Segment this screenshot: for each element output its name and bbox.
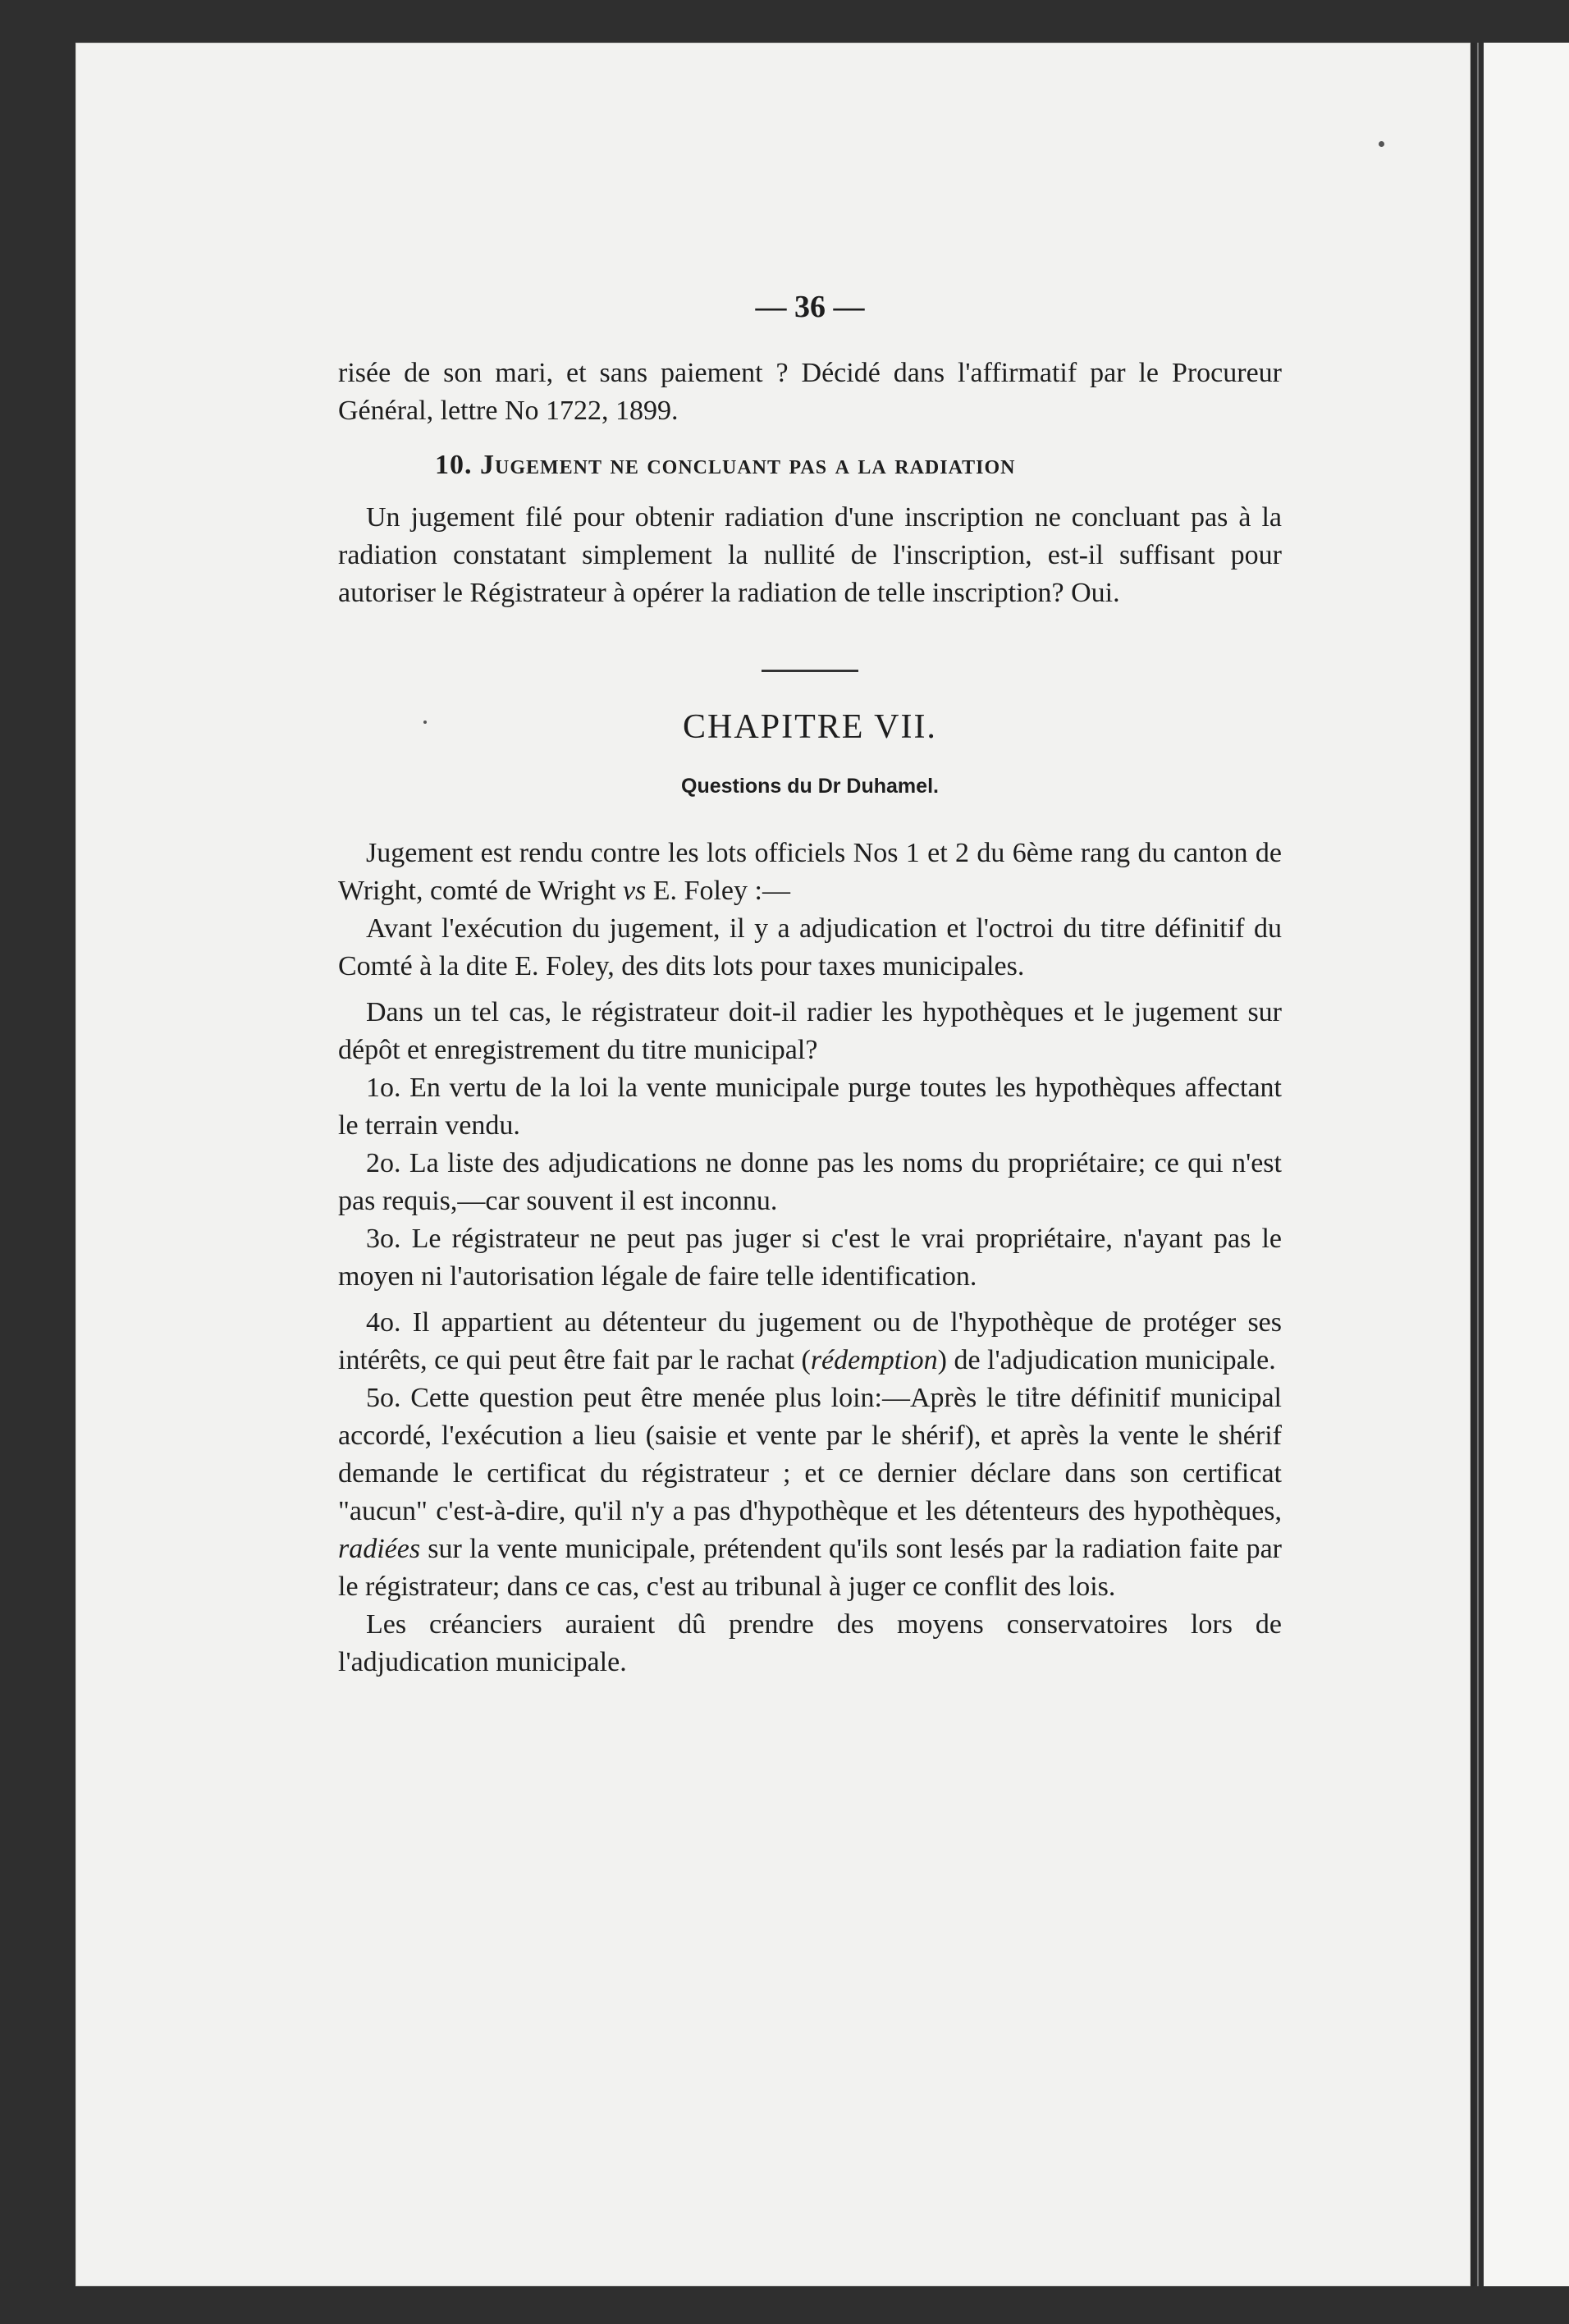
paragraph-italic: radiées [338,1534,421,1564]
paragraph: 2o. La liste des adjudications ne donne pas les noms du propriétaire; ce qui n'est pas requis,—car souvent il est inconnu. [338,1148,1282,1216]
page-text [338,355,1282,1681]
paragraph: Avant l'exécution du jugement, il y a adjudication et l'octroi du titre définitif du Comté à la dite E. Foley, des dits lots pour taxes municipales. [338,913,1282,981]
paragraph: Les créanciers auraient dû prendre des moyens conservatoires lors de l'adjudication municipale. [338,1609,1282,1677]
spacer [338,986,1282,994]
paragraph-text: sur la vente municipale, prétendent qu'ils sont lesés par la radiation faite par le régistrateur; dans ce cas, c'est au tribunal à juger ce conflit des lois. [338,1534,1283,1602]
paragraph-text: Jugement est rendu contre les lots officiels Nos 1 et 2 du 6ème rang du canton de Wright, comté de Wright [338,838,1282,906]
paragraph-text: ) de l'adjudication municipale. [937,1345,1276,1375]
paragraph-top: risée de son mari, et sans paiement ? Décidé dans l'affirmatif par le Procureur Général, lettre No 1722, 1899. [338,358,1282,426]
paragraph-text: 5o. Cette question peut être menée plus loin:—Après le titre définitif municipal accordé, l'exécution a lieu (saisie et vente par le shérif), et après la vente le shérif demande le certificat du régistrateur ; et ce dernier déclare dans son certificat "aucun" c'est-à-dire, qu'il n'y a pas d'hypothèque et les détenteurs des hypothèques, [338,1383,1282,1526]
section-body: Un jugement filé pour obtenir radiation d'une inscription ne concluant pas à la radiation constatant simplement la nullité de l'inscription, est-il suffisant pour autoriser le Régistrateur à opérer la radiation de telle inscription? Oui. [338,502,1282,608]
separator-rule [762,670,858,672]
page-edge-dark [1471,43,1475,2286]
spacer [338,1296,1282,1304]
paragraph-italic: rédemption [810,1345,938,1375]
paragraph [338,1304,1282,1379]
paragraph-text: 4o. Il appartient au détenteur du jugement ou de l'hypothèque de protéger ses intérêts, ce qui peut être fait par le rachat ( [338,1307,1282,1375]
paragraph-italic: vs [622,876,647,906]
paragraph: 3o. Le régistrateur ne peut pas juger si c'est le vrai propriétaire, n'ayant pas le moyen ni l'autorisation légale de faire telle identification. [338,1224,1282,1292]
section-heading [338,446,1282,484]
paragraph-text: E. Foley :— [652,876,790,906]
chapter-subtitle: Questions du Dr Duhamel. [681,775,939,798]
page-edge-light [1477,43,1479,2286]
section-number: 10. [435,450,473,480]
page-number: — 36 — [755,290,865,324]
scan-speck [1379,141,1384,147]
paragraph [338,835,1282,910]
paragraph: 1o. En vertu de la loi la vente municipale purge toutes les hypothèques affectant le terrain vendu. [338,1073,1282,1141]
section-title: Jugement ne concluant pas a la radiation [480,450,1016,480]
paragraph: Dans un tel cas, le régistrateur doit-il radier les hypothèques et le jugement sur dépôt et enregistrement du titre municipal? [338,997,1282,1065]
adjacent-page-strip [1484,43,1569,2286]
paragraph [338,1379,1282,1606]
chapter-title: CHAPITRE VII. [683,708,937,746]
